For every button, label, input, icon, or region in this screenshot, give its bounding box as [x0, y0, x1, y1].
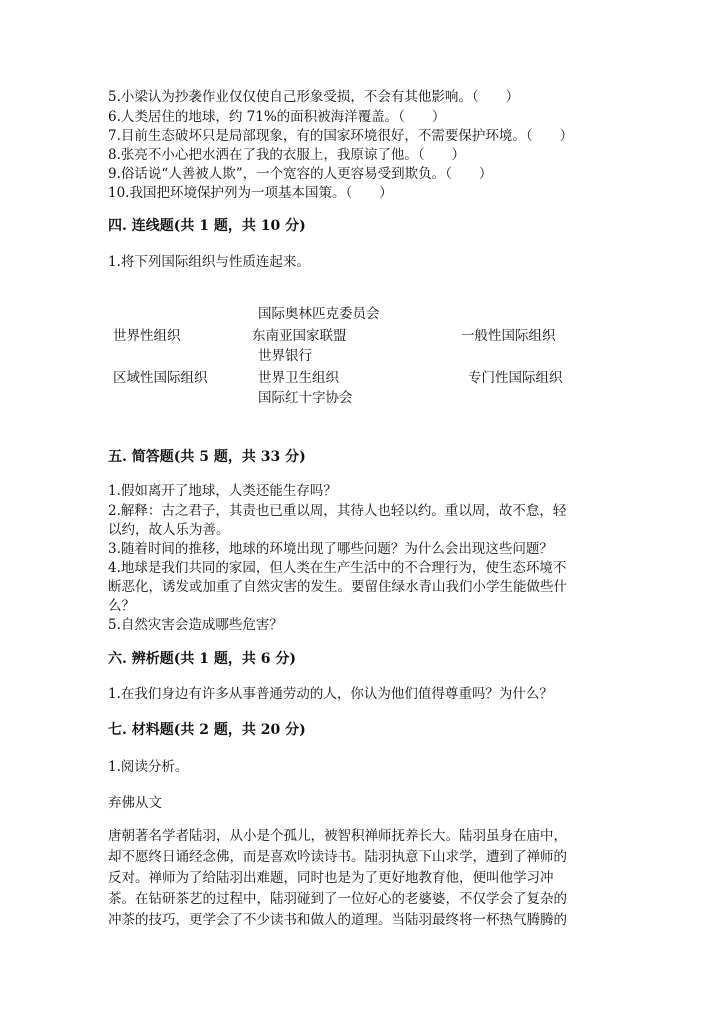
right-item: 专门性国际组织: [468, 370, 563, 386]
tf-item: 9.俗话说“人善被人欺”，一个宽容的人更容易受到欺负。（ ）: [108, 166, 493, 182]
middle-item: 世界卫生组织: [258, 370, 339, 386]
middle-item: 东南亚国家联盟: [252, 328, 347, 344]
left-item: 世界性组织: [113, 328, 181, 344]
tf-item: 7.目前生态破坏只是局部现象，有的国家环境很好，不需要保护环境。（ ）: [108, 128, 574, 144]
question-text: 1.阅读分析。: [108, 759, 189, 775]
question-line: 5.自然灾害会造成哪些危害？: [108, 617, 283, 633]
paragraph-line: 茶。在钻研茶艺的过程中，陆羽碰到了一位好心的老婆婆，不仅学会了复杂的: [108, 891, 567, 907]
question-line: 3.随着时间的推移，地球的环境出现了哪些问题？为什么会出现这些问题？: [108, 541, 553, 557]
question-line: 断恶化，诱发或加重了自然灾害的发生。要留住绿水青山我们小学生能做些什: [108, 579, 567, 595]
middle-item: 国际红十字协会: [258, 390, 353, 406]
article-title: 弃佛从文: [108, 795, 162, 811]
middle-item: 国际奥林匹克委员会: [258, 306, 380, 322]
left-item: 区域性国际组织: [113, 370, 208, 386]
middle-item: 世界银行: [258, 348, 312, 364]
paragraph-line: 唐朝著名学者陆羽，从小是个孤儿，被智积禅师抚养长大。陆羽虽身在庙中，: [108, 828, 567, 844]
section-heading: 六. 辨析题(共 1 题，共 6 分): [108, 651, 296, 667]
tf-item: 10.我国把环境保护列为一项基本国策。（ ）: [108, 185, 393, 201]
section-heading: 五. 简答题(共 5 题，共 33 分): [108, 449, 306, 465]
question-line: 4.地球是我们共同的家园，但人类在生产生活中的不合理行为，使生态环境不: [108, 560, 567, 576]
tf-item: 6.人类居住的地球，约 71%的面积被海洋覆盖。（ ）: [108, 109, 446, 125]
right-item: 一般性国际组织: [461, 328, 556, 344]
paragraph-line: 反对。禅师为了给陆羽出难题，同时也是为了更好地教育他，便叫他学习冲: [108, 870, 554, 886]
question-line: 以约，故人乐为善。: [108, 522, 230, 538]
question-line: 么？: [108, 598, 135, 614]
question-line: 2.解释：古之君子，其责也已重以周，其待人也轻以约。重以周，故不怠，轻: [108, 503, 567, 519]
question-text: 1.将下列国际组织与性质连起来。: [108, 254, 310, 270]
question-line: 1.假如离开了地球，人类还能生存吗？: [108, 483, 337, 499]
section-heading: 四. 连线题(共 1 题，共 10 分): [108, 218, 306, 234]
paragraph-line: 却不愿终日诵经念佛，而是喜欢吟读诗书。陆羽执意下山求学，遭到了禅师的: [108, 849, 567, 865]
article-paragraph: [108, 826, 608, 931]
tf-item: 8.张亮不小心把水洒在了我的衣服上，我原谅了他。（ ）: [108, 147, 466, 163]
paragraph-line: 冲茶的技巧，更学会了不少读书和做人的道理。当陆羽最终将一杯热气腾腾的: [108, 912, 567, 928]
question-text: 1.在我们身边有许多从事普通劳动的人，你认为他们值得尊重吗？为什么？: [108, 686, 553, 702]
section-heading: 七. 材料题(共 2 题，共 20 分): [108, 722, 306, 738]
tf-item: 5.小梁认为抄袭作业仅仅使自己形象受损，不会有其他影响。（ ）: [108, 89, 520, 105]
